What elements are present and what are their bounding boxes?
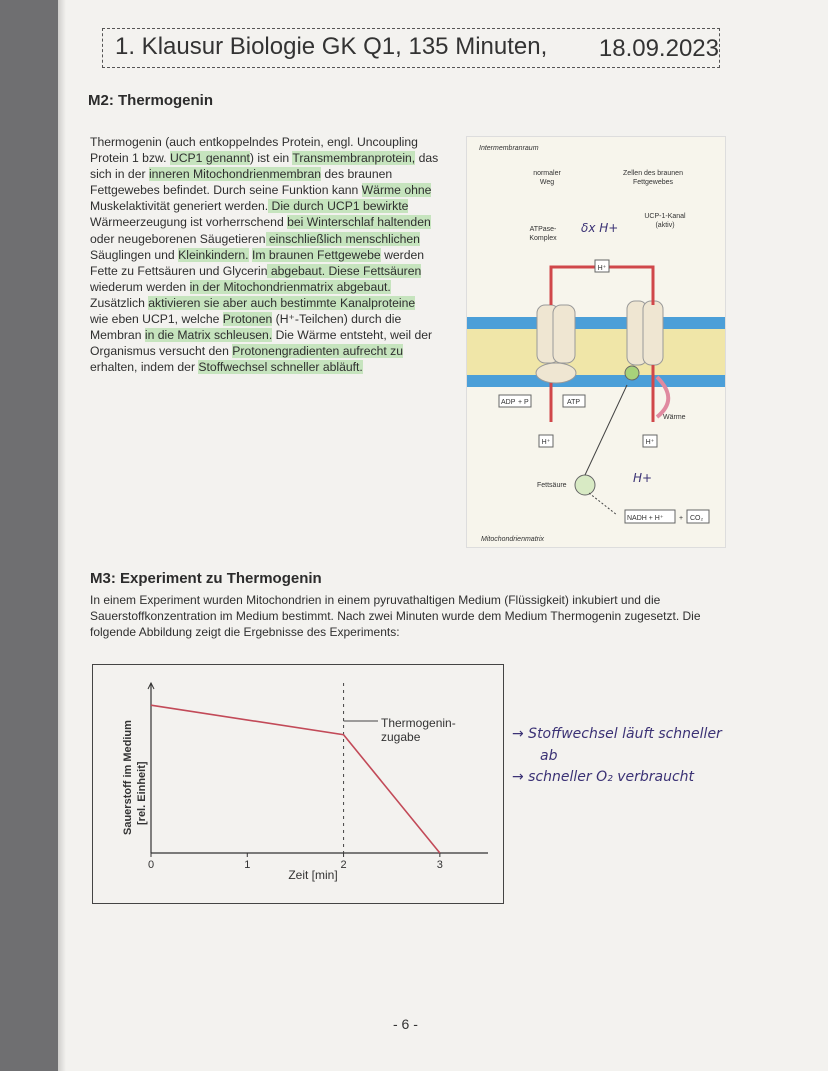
nadh-label: NADH + H⁺ [627,515,664,522]
highlighted-text: bei Winterschlaf haltenden [287,215,431,230]
heat-label: Wärme [663,414,686,421]
highlighted-text: aktivieren sie aber auch bestimmte Kanalproteine [148,295,416,310]
text-segment: Membran [90,328,145,343]
text-segment: Zusätzlich [90,295,149,310]
text-segment: Die Wärme entsteht, weil der [272,328,433,343]
y-axis-label-line2: [rel. Einheit] [136,761,148,825]
m2-line [90,295,458,311]
atp-label: ATP [567,399,581,406]
annotation-line2: zugabe [381,730,421,744]
m2-line [90,279,458,295]
highlighted-text: abgebaut. Diese Fettsäuren [267,263,422,278]
highlighted-text: UCP1 genannt [169,151,250,166]
h-plus-ucp: H⁺ [645,439,655,446]
text-segment: Protein 1 bzw. [90,151,170,166]
membrane-beads-bottom [467,375,725,387]
highlighted-text: in die Matrix schleusen. [144,328,273,343]
page-number: - 6 - [393,1016,418,1032]
matrix-label: Mitochondrienmatrix [481,536,545,543]
highlighted-text: in der Mitochondrienmatrix abgebaut. [189,279,391,294]
thermogenin-diagram [466,136,726,548]
oxygen-chart [92,664,504,904]
adp-label: ADP [501,399,516,406]
note-line-2: ab [540,748,558,764]
m2-line [90,166,458,182]
nadh-plus: + [679,515,684,522]
normal-path-label-2: Weg [539,179,555,186]
fatty-acid-circle [575,475,595,495]
m2-line [90,359,458,375]
note-line-3: → schneller O₂ verbraucht [512,769,695,785]
ucp-label-2: (aktiv) [655,222,675,229]
brown-fat-label-2: Fettgewebes [632,179,674,186]
h-plus-top: H⁺ [597,265,607,272]
x-tick-label: 1 [244,859,251,871]
text-segment: des braunen [321,167,393,182]
highlighted-text: Wärme ohne [361,183,432,198]
fatty-acid-label: Fettsäure [537,482,567,489]
y-axis-label-line1: Sauerstoff im Medium [122,720,134,835]
x-tick-label: 0 [147,859,155,871]
highlighted-text: Kleinkindern. [178,247,249,262]
text-segment: das [415,151,439,166]
highlighted-text: Protonengradienten aufrecht zu [232,344,404,359]
adp-plus: + [518,399,523,406]
text-segment: Muskelaktivität generiert werden. [90,199,269,214]
m2-line [90,327,458,343]
x-tick-label: 3 [436,859,443,871]
m3-intro: In einem Experiment wurden Mitochondrien in einem pyruvathaltigen Medium (Flüssigkeit) inkubiert und die Sauerstoffkonzentration im Medium bestimmt. Nach zwei Minuten wurde dem Medium Thermogenin zugesetzt. Die folgende Abbildung zeigt die Ergebnisse des Experiments: [90,593,701,639]
highlighted-text: Transmembranprotein, [292,151,416,166]
membrane-beads-top [467,317,725,329]
normal-path-label-1: normaler [533,170,561,177]
text-segment: Fettgewebes befindet. Durch seine Funktion kann [90,183,362,198]
m2-line [90,247,458,263]
text-segment: erhalten, indem der [90,360,199,375]
m2-line [90,134,458,150]
co2-label: CO₂ [690,515,704,522]
h-plus-atpase: H⁺ [541,439,551,446]
chart-svg [93,665,503,903]
annotation-line1: Thermogenin- [381,716,456,730]
highlighted-text: Die durch UCP1 bewirkte [268,199,409,214]
text-segment: Säuglingen und [90,247,179,262]
oxidation-arrow [589,493,617,515]
intermembrane-label: Intermembranraum [479,145,539,152]
text-segment: Organismus versucht den [90,344,233,359]
m2-line [90,343,458,359]
highlighted-text: Im braunen Fettgewebe [251,247,381,262]
m2-line [90,198,458,214]
page-edge-shadow [58,0,66,1071]
highlighted-text: inneren Mitochondrienmembran [148,167,322,182]
text-segment: (H⁺-Teilchen) durch die [272,312,402,327]
text-segment: werden [380,247,425,262]
m2-heading: M2: Thermogenin [88,92,214,109]
exam-date: 18.09.2023 [598,35,719,62]
m2-line [90,214,458,230]
highlighted-text: einschließlich menschlichen [265,231,420,246]
text-segment: wiederum werden [90,279,190,294]
m2-line [90,263,458,279]
diagram-svg [467,137,725,547]
text-segment: Thermogenin (auch entkoppelndes Protein, engl. Uncoupling [90,135,418,149]
ucp-label-1: UCP-1-Kanal [644,213,686,220]
exam-header [102,28,720,68]
exam-title: 1. Klausur Biologie GK Q1, 135 Minuten, [115,33,548,60]
text-segment: Wärmeerzeugung ist vorherrschend [90,215,288,230]
note-line-1: → Stoffwechsel läuft schneller [512,726,722,742]
phosphate-label: P [524,399,529,406]
highlighted-text: Protonen [222,312,273,327]
text-segment: ) ist ein [249,151,293,166]
text-segment: Fette zu Fettsäuren und Glycerin [90,263,268,278]
m2-line [90,182,458,198]
atpase-label-2: Komplex [529,235,557,242]
m2-paragraph [90,134,458,375]
text-segment: oder neugeborenen Säugetieren [90,231,266,246]
proton-path-arrow [551,267,653,305]
handwritten-h-note: δx H+ [581,221,619,235]
text-segment: sich in der [90,167,149,182]
m2-line [90,311,458,327]
x-tick-label: 2 [340,859,347,871]
brown-fat-label-1: Zellen des braunen [623,170,683,177]
text-segment: wie eben UCP1, welche [90,312,223,327]
atpase-complex [536,305,576,383]
membrane-band [467,323,725,381]
m3-heading: M3: Experiment zu Thermogenin [90,570,322,587]
highlighted-text: Stoffwechsel schneller abläuft. [198,360,363,375]
x-axis-label: Zeit [min] [288,868,338,882]
m2-line [90,150,458,166]
atpase-label-1: ATPase- [529,226,557,233]
handwritten-h-note-2: H+ [633,471,653,485]
m2-line [90,231,458,247]
fatty-acid-arrow [585,385,627,475]
